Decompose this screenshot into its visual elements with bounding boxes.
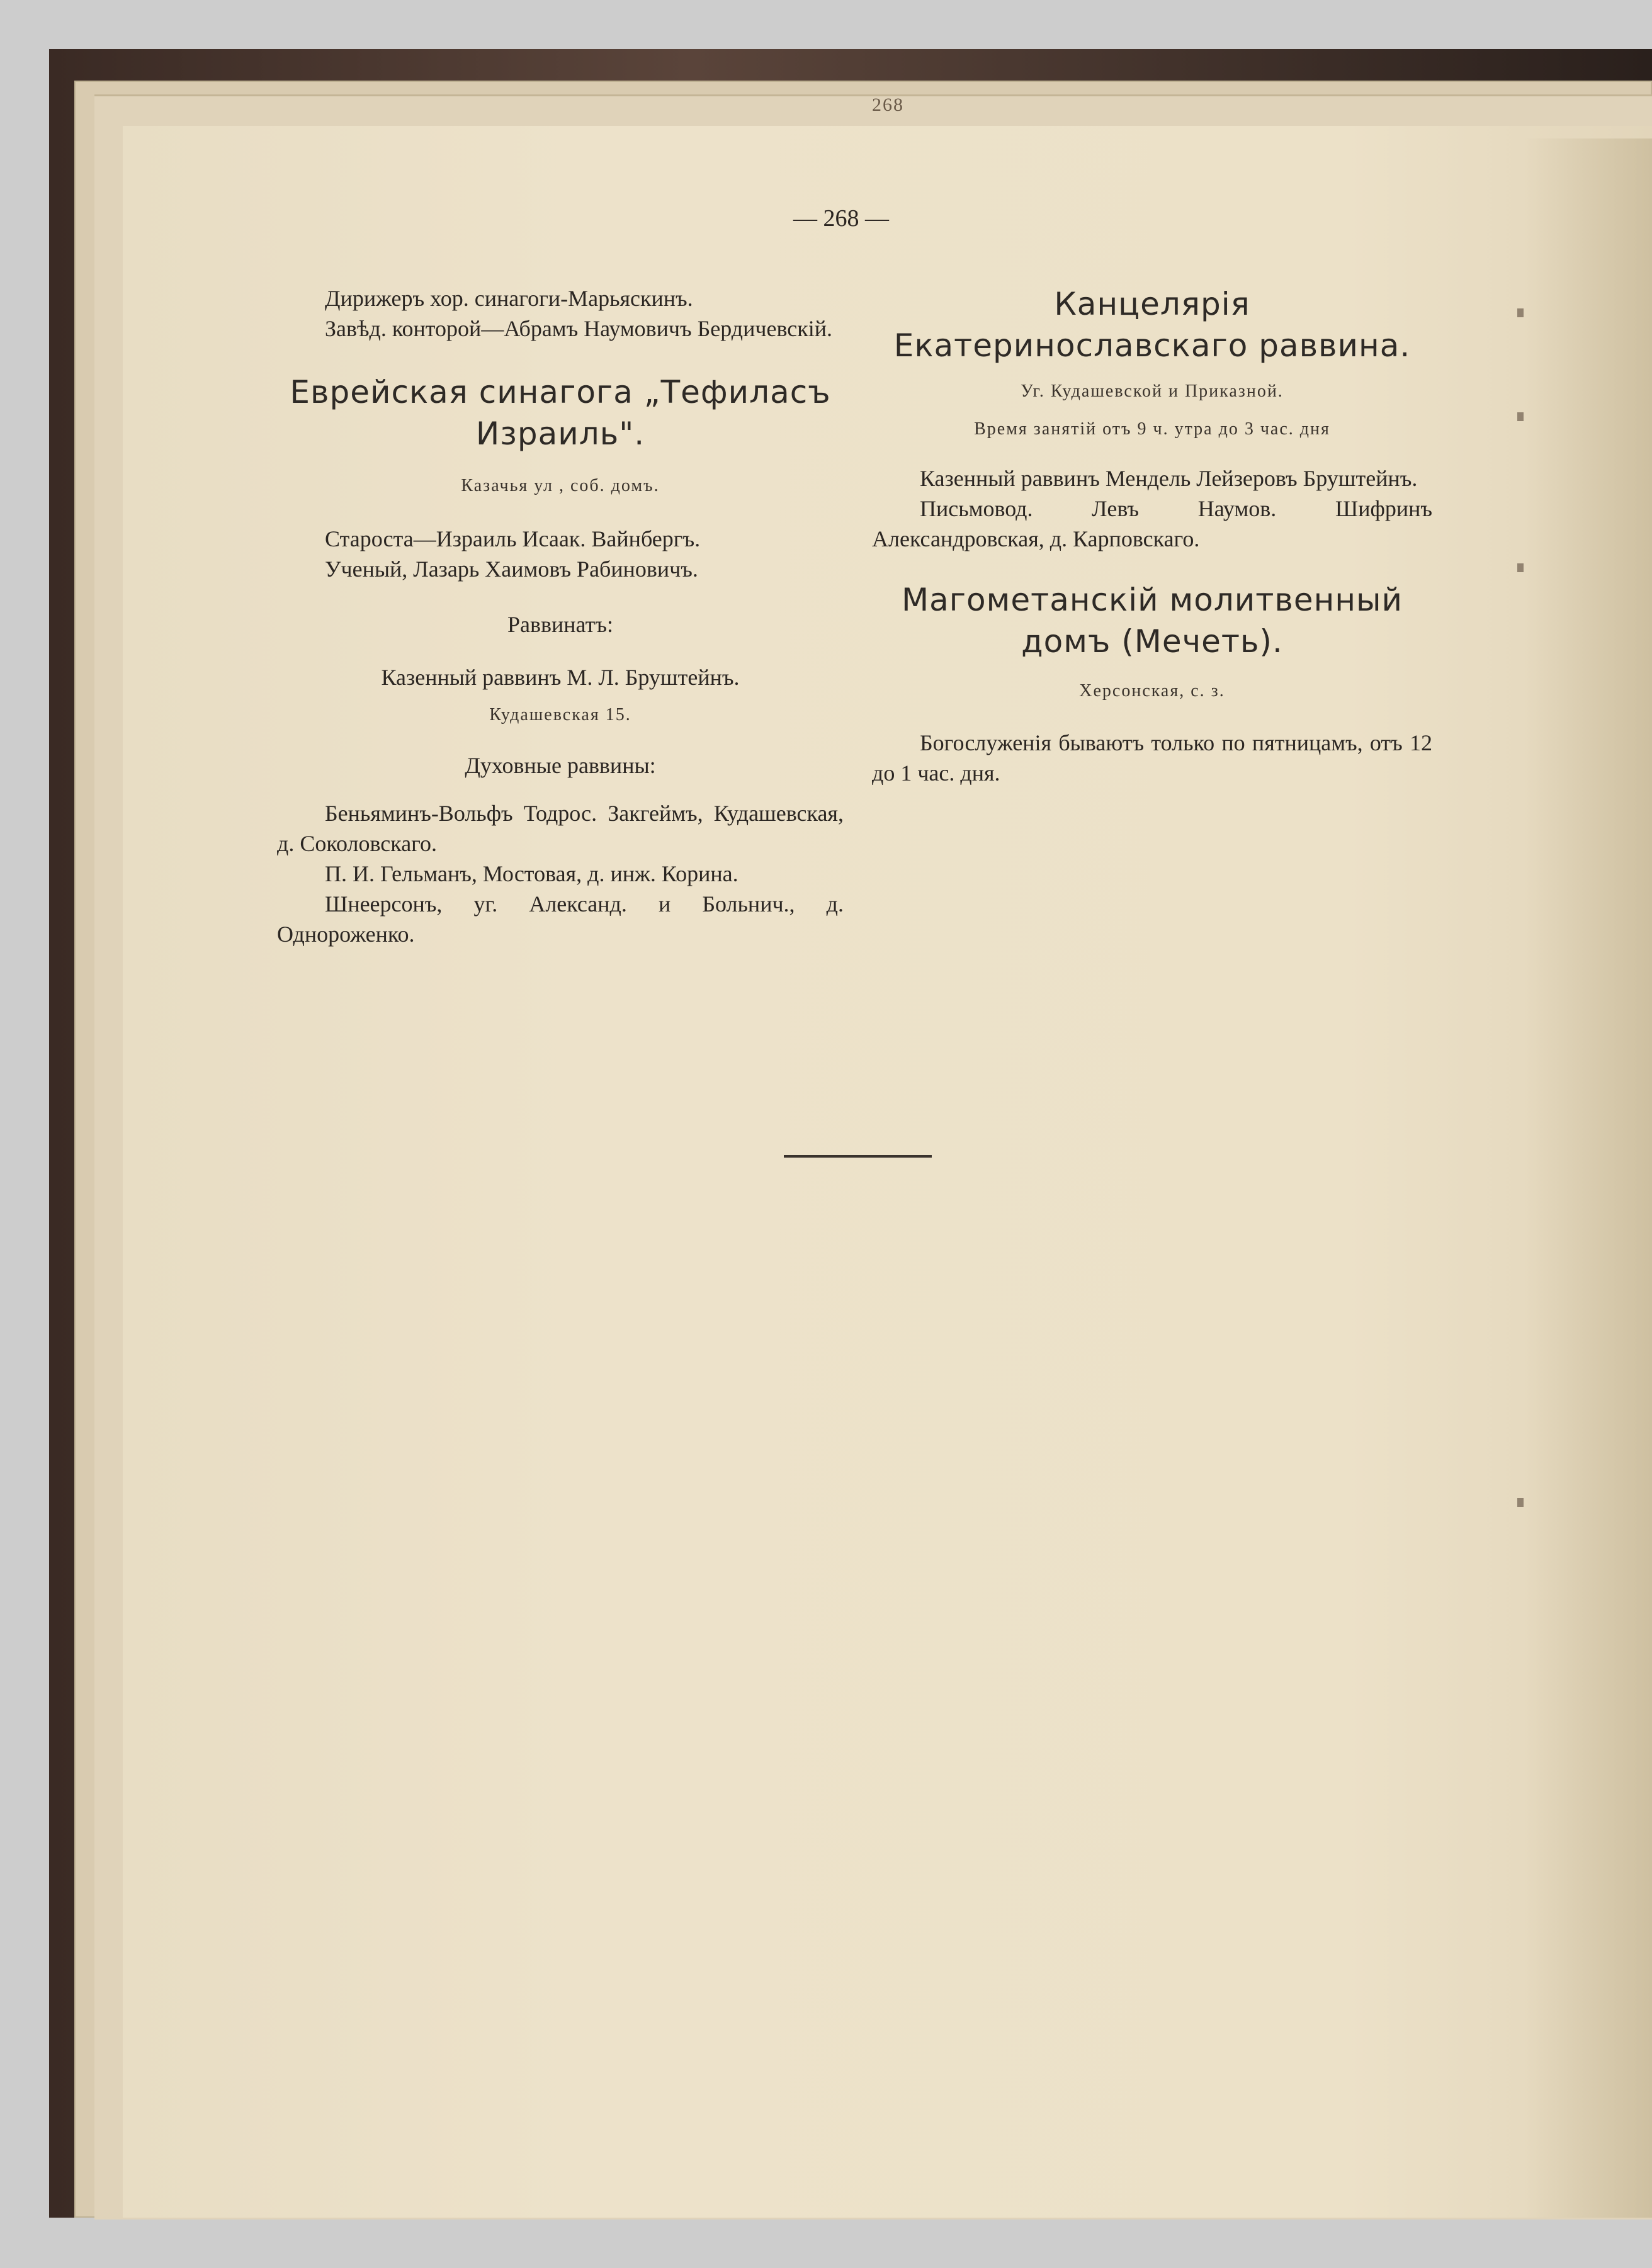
synagogue-person: Ученый, Лазарь Хаимовъ Рабиновичъ. [325, 556, 698, 582]
rabbinate-heading: Раввинатъ: [507, 612, 613, 637]
intro-line: Дирижеръ хор. синагоги-Марьяскинъ. [325, 286, 693, 311]
office-hours: Время занятій отъ 9 ч. утра до 3 час. дня [974, 419, 1330, 439]
spiritual-rabbi: Беньяминъ-Вольфъ Тодрос. Закгеймъ, Кудашевская, д. Соколовскаго. [277, 801, 844, 856]
page-number: — 268 — [793, 205, 889, 232]
office-person: Письмовод. Левъ Наумов. Шифринъ Александровская, д. Карповскаго. [872, 496, 1432, 551]
right-column [872, 283, 1432, 788]
office-title: Канцелярія Екатеринославскаго раввина. [893, 286, 1411, 364]
mosque-title: Магометанскій молитвенный домъ (Мечеть). [901, 582, 1403, 660]
office-address: Уг. Кудашевской и Приказной. [1021, 381, 1284, 401]
margin-mark [1517, 563, 1524, 572]
margin-mark [1517, 412, 1524, 421]
office-person: Казенный раввинъ Мендель Лейзеровъ Бруштейнъ. [920, 466, 1418, 491]
synagogue-person: Староста—Израиль Исаак. Вайнбергъ. [325, 526, 701, 551]
spiritual-rabbi: П. И. Гельманъ, Мостовая, д. инж. Корина. [325, 861, 738, 886]
crown-rabbi-address: Кудашевская 15. [489, 705, 631, 725]
spiritual-rabbi: Шнеерсонъ, уг. Александ. и Больнич., д. Однороженко. [277, 891, 844, 947]
synagogue-address: Казачья ул , соб. домъ. [461, 476, 660, 495]
margin-mark [1517, 1498, 1524, 1507]
facing-page-edge [1524, 138, 1652, 2218]
crown-rabbi: Казенный раввинъ М. Л. Бруштейнъ. [381, 665, 740, 690]
bleed-page-number: 268 [872, 94, 904, 115]
section-rule [784, 1155, 932, 1158]
spiritual-rabbis-heading: Духовные раввины: [465, 753, 656, 778]
mosque-address: Херсонская, с. з. [1079, 681, 1225, 701]
left-column [277, 283, 844, 949]
mosque-services: Богослуженія бываютъ только по пятницамъ, отъ 12 до 1 час. дня. [872, 730, 1432, 786]
intro-line: Завѣд. конторой—Абрамъ Наумовичъ Бердичевскій. [325, 316, 832, 341]
margin-mark [1517, 308, 1524, 317]
synagogue-title: Еврейская синагога „Тефиласъ Израиль". [290, 374, 831, 452]
